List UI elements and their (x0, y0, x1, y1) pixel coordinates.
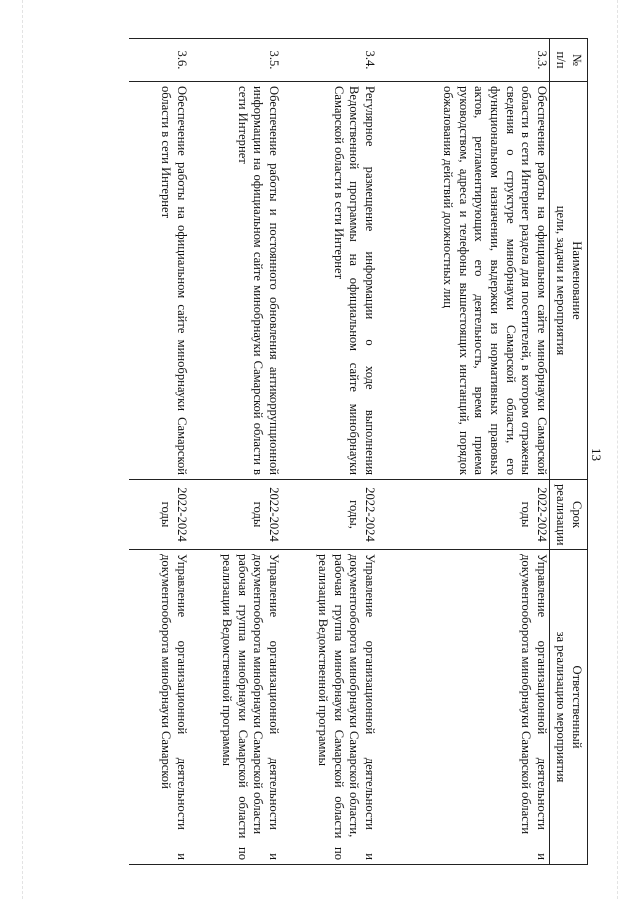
header-resp (549, 550, 587, 865)
measure-name: Обеспечение работы на официальном сайте минобрнауки Самарской области в сети Интернет (129, 82, 189, 480)
responsible-party (377, 550, 550, 865)
table-header (549, 39, 587, 865)
row-number: 3.5. (189, 39, 281, 82)
implementation-term: 2022-2024 годы, (281, 480, 377, 550)
text-line: за реализацию мероприятия (554, 631, 569, 783)
table-row (189, 39, 281, 865)
text-line: п/п (554, 51, 569, 69)
table-row (281, 39, 377, 865)
header-num (549, 39, 587, 82)
text-line: Управление организационной деятельности и документооборота минобрнауки Самарской области, (347, 554, 377, 860)
measure-name: Обеспечение работы и постоянного обновления антикоррупционной информации на официальном сайте минобрнауки Самарской области в сети Интернет (189, 82, 281, 480)
implementation-term: 2022-2024 годы (129, 480, 189, 550)
text-line: Наименование (570, 241, 584, 320)
row-number: 3.4. (281, 39, 377, 82)
row-number: 3.3. (377, 39, 550, 82)
responsible-party (189, 550, 281, 865)
measure-name: Регулярное размещение информации о ходе выполнения Ведомственной программы на официальном сайте минобрнауки Самарской области в сети Интернет (281, 82, 377, 480)
text-line: Управление организационной деятельности и документооборота минобрнауки Самарской области (251, 554, 281, 860)
text-line: Срок (570, 500, 584, 529)
table-row (129, 39, 189, 865)
text-line: цели, задачи и мероприятия (554, 205, 569, 356)
row-number: 3.6. (129, 39, 189, 82)
header-name (549, 82, 587, 480)
text-line: Управление организационной деятельности и документооборота минобрнауки Самарской (159, 554, 189, 860)
text-line: реализации (554, 484, 569, 546)
text-line: Ответственный (570, 665, 584, 749)
measures-table (129, 38, 588, 865)
header-term (549, 480, 587, 550)
measure-name: Обеспечение работы на официальном сайте минобрнауки Самарской области в сети Интернет раздела для посетителей, в котором отражены сведения о структуре минобрнауки Самарской области, его функциональном назначении, выдержки из нормативных правовых актов, регламентирующих его деятельность, время приема руководством, адреса и телефоны вышестоящих инстанций, порядок обжалования действий должностных лиц (377, 82, 550, 480)
responsible-party (129, 550, 189, 865)
text-line: рабочая группа минобрнауки Самарской области по реализации Ведомственной программы (219, 554, 250, 860)
text-line: Управление организационной деятельности и документооборота минобрнауки Самарской области (519, 554, 549, 860)
implementation-term: 2022-2024 годы (377, 480, 550, 550)
text-line: рабочая группа минобрнауки Самарской области по реализации Ведомственной программы (315, 554, 346, 860)
table-row (377, 39, 550, 865)
implementation-term: 2022-2024 годы (189, 480, 281, 550)
page-number: 13 (589, 448, 604, 461)
responsible-party (281, 550, 377, 865)
text-line: № (570, 53, 584, 67)
